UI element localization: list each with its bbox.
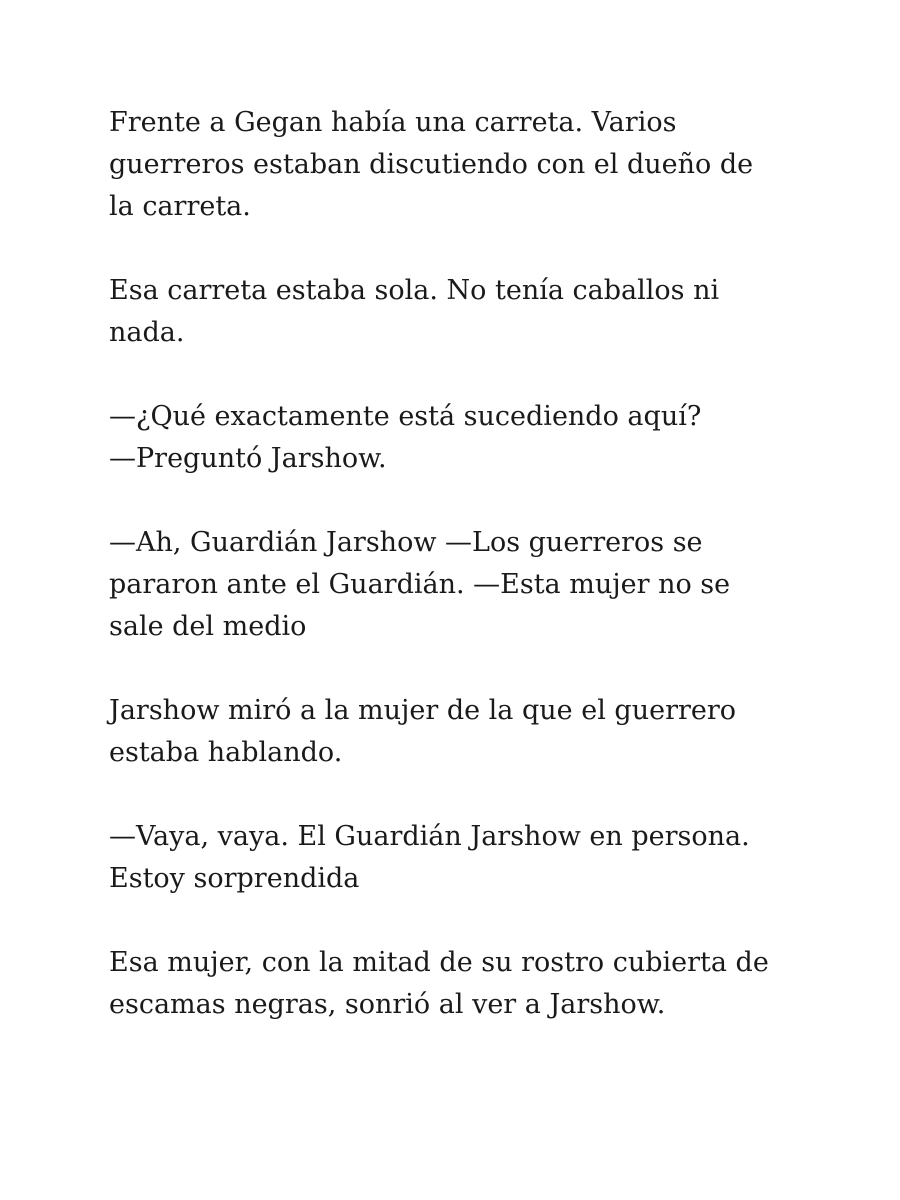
paragraph-6: [109, 816, 799, 900]
paragraph-3: [109, 396, 799, 480]
text-line: —¿Qué exactamente está sucediendo aquí?: [109, 401, 702, 432]
text-line: sale del medio: [109, 611, 307, 642]
text-line: —Preguntó Jarshow.: [109, 443, 387, 474]
text-line: —Vaya, vaya. El Guardián Jarshow en persona.: [109, 821, 750, 852]
text-line: escamas negras, sonrió al ver a Jarshow.: [109, 989, 666, 1020]
paragraph-1: [109, 102, 799, 228]
paragraph-2: [109, 270, 799, 354]
text-line: —Ah, Guardián Jarshow —Los guerreros se: [109, 527, 703, 558]
text-line: Esa mujer, con la mitad de su rostro cubierta de: [109, 947, 769, 978]
text-line: guerreros estaban discutiendo con el dueño de: [109, 149, 754, 180]
text-line: Frente a Gegan había una carreta. Varios: [109, 107, 677, 138]
story-text: [109, 102, 799, 1068]
text-line: Esa carreta estaba sola. No tenía caballos ni: [109, 275, 720, 306]
paragraph-7: [109, 942, 799, 1026]
text-line: estaba hablando.: [109, 737, 343, 768]
paragraph-4: [109, 522, 799, 648]
text-line: Jarshow miró a la mujer de la que el guerrero: [109, 695, 737, 726]
text-line: pararon ante el Guardián. —Esta mujer no se: [109, 569, 731, 600]
text-line: nada.: [109, 317, 185, 348]
paragraph-5: [109, 690, 799, 774]
text-line: la carreta.: [109, 191, 251, 222]
text-line: Estoy sorprendida: [109, 863, 360, 894]
